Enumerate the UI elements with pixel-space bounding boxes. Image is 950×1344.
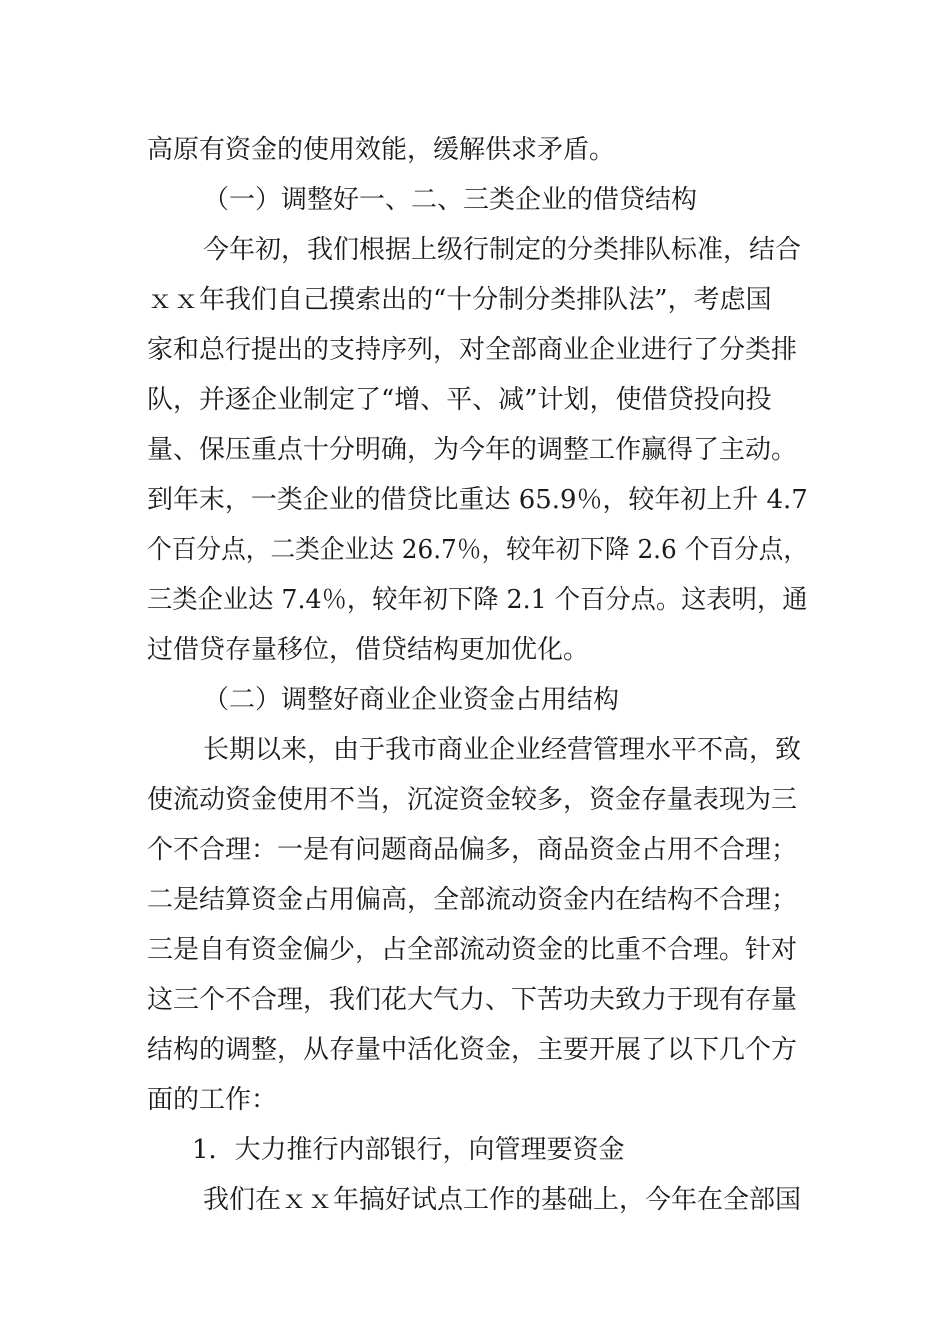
text-line: 三是自有资金偏少，占全部流动资金的比重不合理。针对: [147, 935, 798, 965]
text-line: 量、保压重点十分明确，为今年的调整工作赢得了主动。: [147, 435, 798, 465]
text-line: 队，并逐企业制定了“增、平、减”计划，使借贷投向投: [147, 385, 772, 415]
text-line: 我们在ｘｘ年搞好试点工作的基础上，今年在全部国: [203, 1185, 802, 1215]
subsection-heading: 1．大力推行内部银行，向管理要资金: [192, 1135, 625, 1165]
text-line: 家和总行提出的支持序列，对全部商业企业进行了分类排: [147, 335, 798, 365]
text-line: 长期以来，由于我市商业企业经营管理水平不高，致: [203, 735, 802, 765]
section-heading: （一）调整好一、二、三类企业的借贷结构: [203, 185, 698, 215]
text-line: 二是结算资金占用偏高，全部流动资金内在结构不合理；: [147, 885, 798, 915]
text-line: 这三个不合理，我们花大气力、下苦功夫致力于现有存量: [147, 985, 798, 1015]
text-line: 个不合理：一是有问题商品偏多，商品资金占用不合理；: [147, 835, 798, 865]
section-heading: （二）调整好商业企业资金占用结构: [203, 685, 620, 715]
text-line: 过借贷存量移位，借贷结构更加优化。: [147, 635, 590, 665]
text-line: 个百分点，二类企业达 26.7％，较年初下降 2.6 个百分点，: [147, 535, 809, 565]
text-line: 三类企业达 7.4％，较年初下降 2.1 个百分点。这表明，通: [147, 585, 808, 615]
text-line: ｘｘ年我们自己摸索出的“十分制分类排队法”，考虑国: [147, 285, 772, 315]
text-line: 到年末，一类企业的借贷比重达 65.9％，较年初上升 4.7: [147, 485, 808, 515]
text-line: 面的工作：: [147, 1085, 278, 1115]
text-line: 使流动资金使用不当，沉淀资金较多，资金存量表现为三: [147, 785, 798, 815]
text-line: 高原有资金的使用效能，缓解供求矛盾。: [147, 135, 616, 165]
text-line: 今年初，我们根据上级行制定的分类排队标准，结合: [203, 235, 802, 265]
text-line: 结构的调整，从存量中活化资金，主要开展了以下几个方: [147, 1035, 798, 1065]
